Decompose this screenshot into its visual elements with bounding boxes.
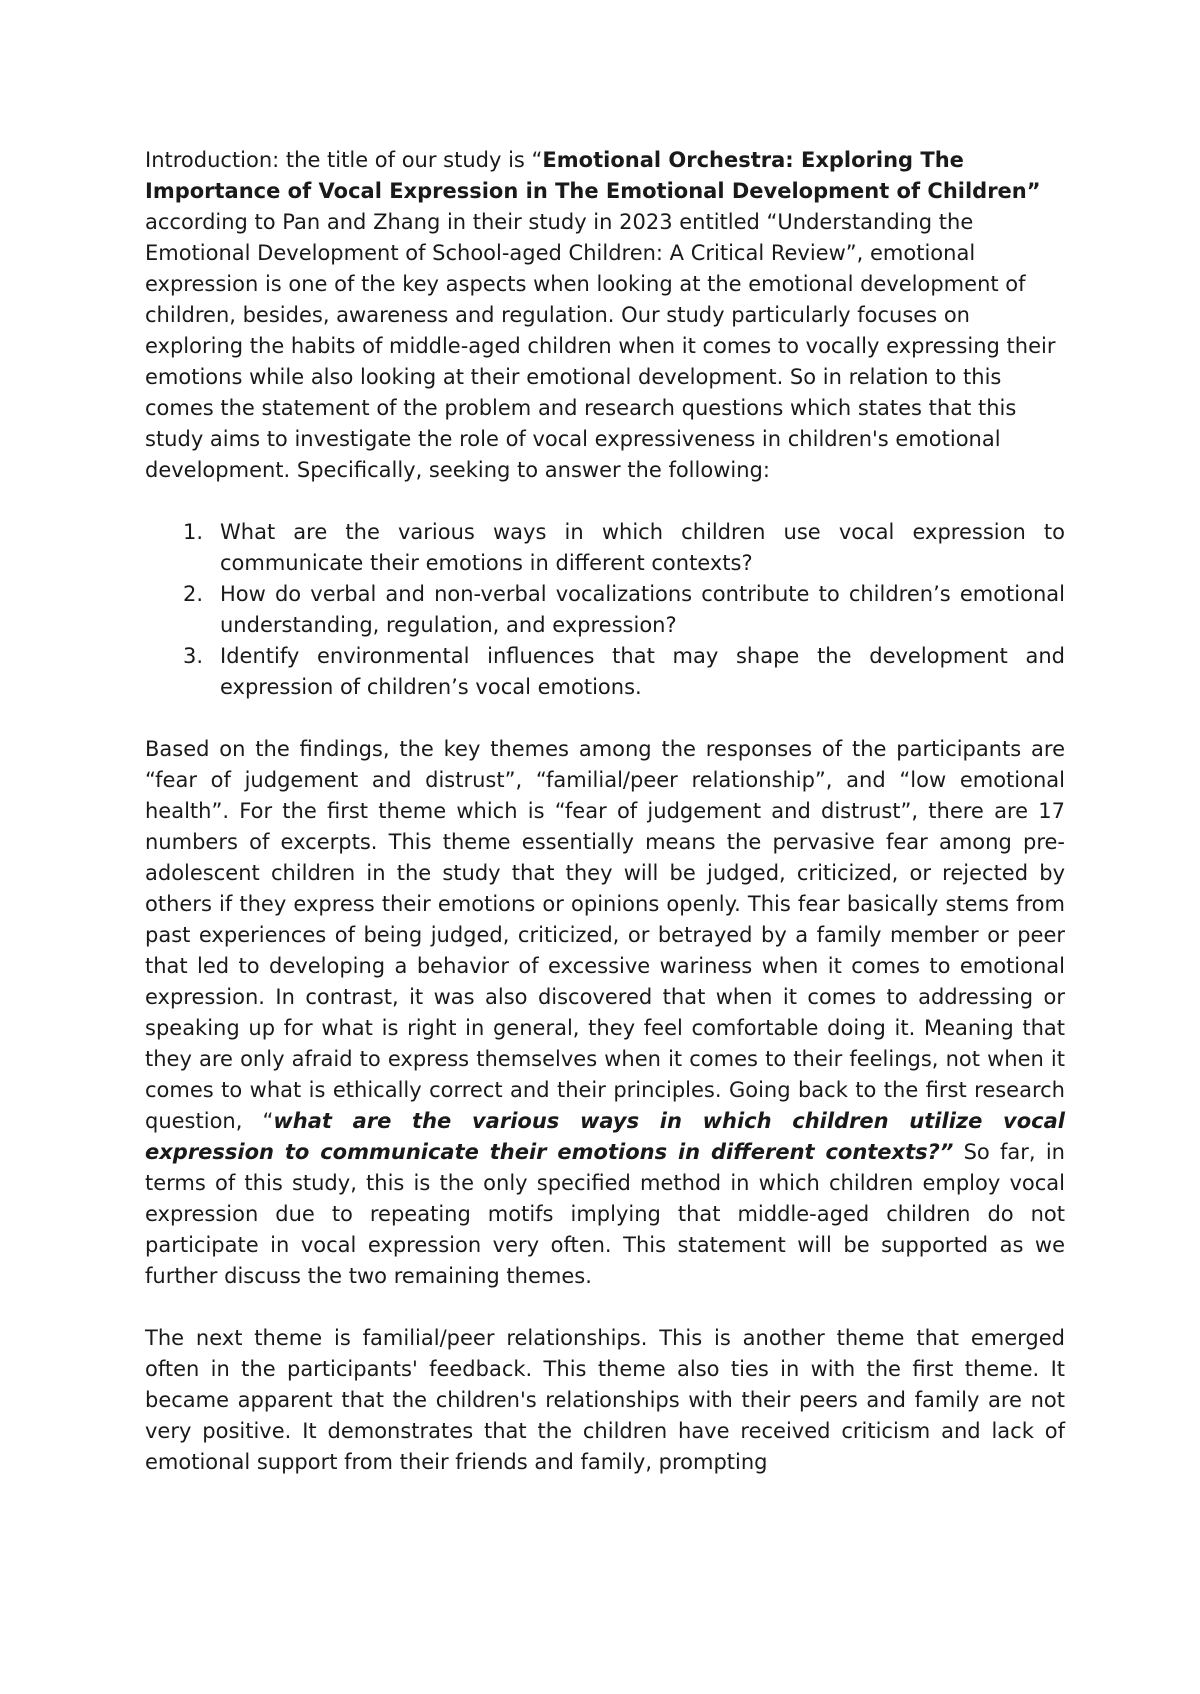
- list-item: [145, 641, 1065, 703]
- findings-text-continued: So far, in terms of this study, this is the only specified method in which children employ vocal expression due to repeating motifs implying that middle-aged children do not participate in vocal expression very often. This statement will be supported as we further discuss the two remaining themes.: [145, 1140, 1065, 1288]
- list-item-text: How do verbal and non-verbal vocalizations contribute to children’s emotional understanding, regulation, and expression?: [220, 582, 1065, 637]
- next-theme-text: The next theme is familial/peer relationships. This is another theme that emerged often in the participants' feedback. This theme also ties in with the first theme. It became apparent that the children's relationships with their peers and family are not very positive. It demonstrates that the children have received criticism and lack of emotional support from their friends and family, prompting: [145, 1326, 1065, 1474]
- study-title: Emotional Orchestra: Exploring The Importance of Vocal Expression in The Emotional Development of Children”: [145, 148, 1041, 203]
- list-item: [145, 579, 1065, 641]
- emphasized-research-question: what are the various ways in which children utilize vocal expression to communicate their emotions in different contexts?”: [145, 1109, 1065, 1164]
- document-page: [145, 145, 1065, 1478]
- findings-paragraph: [145, 734, 1065, 1292]
- paragraph-spacer: [145, 1292, 1065, 1323]
- list-item-text: Identify environmental influences that may shape the development and expression of children’s vocal emotions.: [220, 644, 1065, 699]
- list-item: [145, 517, 1065, 579]
- findings-text: Based on the findings, the key themes among the responses of the participants are “fear of judgement and distrust”, “familial/peer relationship”, and “low emotional health”. For the first theme which is “fear of judgement and distrust”, there are 17 numbers of excerpts. This theme essentially means the pervasive fear among pre-adolescent children in the study that they will be judged, criticized, or rejected by others if they express their emotions or opinions openly. This fear basically stems from past experiences of being judged, criticized, or betrayed by a family member or peer that led to developing a behavior of excessive wariness when it comes to emotional expression. In contrast, it was also discovered that when it comes to addressing or speaking up for what is right in general, they feel comfortable doing it. Meaning that they are only afraid to express themselves when it comes to their feelings, not when it comes to what is ethically correct and their principles. Going back to the first research question, “: [145, 737, 1065, 1133]
- list-number: 3.: [183, 644, 204, 668]
- list-item-text: What are the various ways in which children use vocal expression to communicate their emotions in different contexts?: [220, 520, 1065, 575]
- introduction-paragraph: [145, 145, 1065, 486]
- intro-lead: Introduction: the title of our study is “: [145, 148, 543, 172]
- list-number: 2.: [183, 582, 204, 606]
- intro-body: according to Pan and Zhang in their study in 2023 entitled “Understanding the Emotional Development of School-aged Children: A Critical Review”, emotional expression is one of the key aspects when looking at the emotional development of children, besides, awareness and regulation. Our study particularly focuses on exploring the habits of middle-aged children when it comes to vocally expressing their emotions while also looking at their emotional development. So in relation to this comes the statement of the problem and research questions which states that this study aims to investigate the role of vocal expressiveness in children's emotional development. Specifically, seeking to answer the following:: [145, 210, 1056, 482]
- research-questions-list: [145, 517, 1065, 703]
- list-number: 1.: [183, 520, 204, 544]
- next-theme-paragraph: [145, 1323, 1065, 1478]
